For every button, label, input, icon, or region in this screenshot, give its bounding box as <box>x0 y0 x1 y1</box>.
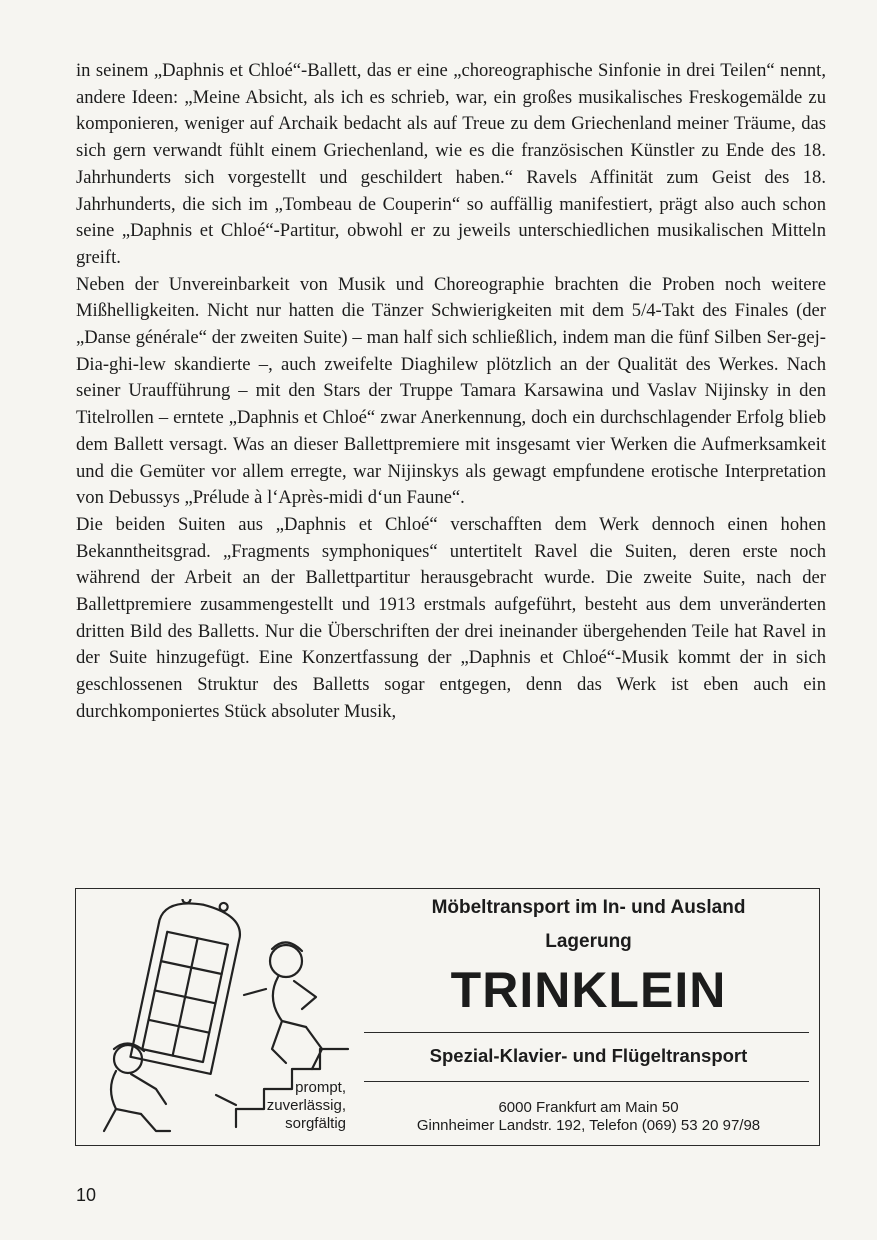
ad-headline: Möbeltransport im In- und Ausland <box>431 897 746 918</box>
ad-slogan <box>226 1079 346 1133</box>
slogan-line: prompt, <box>295 1079 346 1096</box>
paragraph-2: Neben der Unvereinbarkeit von Musik und Choreographie brachten die Proben noch weitere Mißhelligkeiten. Nicht nur hatten die Tänzer Schwierigkeiten mit dem 5/4-Takt des Finales (der „Danse générale“ der zweiten Suite) – man half sich schließlich, indem man die fünf Silben Ser-gej-Dia-ghi-lew skandierte –, auch zweifelte Diaghilew plötzlich an der Qualität des Werkes. Nach seiner Uraufführung – mit den Stars der Truppe Tamara Karsawina und Vaslav Nijinsky in den Titelrollen – erntete „Daphnis et Chloé“ zwar Anerkennung, doch ein durchschlagender Erfolg blieb dem Ballett versagt. Was an dieser Ballettpremiere mit insgesamt vier Werken die Aufmerksamkeit und die Gemüter vor allem erregte, war Nijinskys als gewagt empfundene erotische Interpretation von Debussys „Prélude à l‘Après-midi d‘un Faune“. <box>76 273 826 509</box>
paragraph-1: in seinem „Daphnis et Chloé“-Ballett, das er eine „choreographische Sinfonie in drei Teilen“ nennt, andere Ideen: „Meine Absicht, als ich es schrieb, war, ein großes musikalisches Freskogemälde zu komponieren, weniger auf Archaik bedacht als auf Treue zu dem Griechenland meiner Träume, das sich gern verwandt fühlt einem Griechenland, wie es die französischen Künstler zu Ende des 18. Jahrhunderts sich vorgestellt und geschildert haben.“ Ravels Affinität zum Geist des 18. Jahrhunderts, die sich im „Tombeau de Couperin“ so auffällig manifestiert, prägt also auch schon seine „Daphnis et Chloé“-Partitur, obwohl er zu jeweils unterschiedlichen musikalischen Mitteln greift. <box>76 60 826 268</box>
ad-subheadline: Lagerung <box>545 931 632 952</box>
ad-address-city: 6000 Frankfurt am Main 50 <box>498 1099 679 1116</box>
paragraph-3: Die beiden Suiten aus „Daphnis et Chloé“ verschafften dem Werk dennoch einen hohen Bekanntheitsgrad. „Fragments symphoniques“ untertitelt Ravel die Suiten, deren erste noch während der Arbeit an der Ballettpartitur herausgebracht wurde. Die zweite Suite, nach der Ballettpremiere zusammengestellt und 1913 erstmals aufgeführt, besteht aus dem unveränderten dritten Bild des Balletts. Nur die Überschriften der drei ineinander übergehenden Teile hat Ravel in der Suite hinzugefügt. Eine Konzertfassung der „Daphnis et Chloé“-Musik kommt der in sich geschlossenen Struktur des Balletts sogar entgegen, denn das Werk ist eben auch ein durchkomponiertes Stück absoluter Musik, <box>76 513 826 722</box>
slogan-line: sorgfältig <box>285 1115 346 1132</box>
ad-company-name: TRINKLEIN <box>450 962 727 1018</box>
page-number: 10 <box>76 1185 97 1205</box>
ad-address-street: Ginnheimer Landstr. 192, Telefon (069) 53 20 97/98 <box>416 1117 761 1134</box>
ad-divider <box>364 1081 809 1082</box>
ad-specialty: Spezial-Klavier- und Flügeltransport <box>429 1045 748 1066</box>
advertisement <box>75 888 820 1146</box>
ad-divider <box>364 1032 809 1033</box>
article-body <box>76 58 826 726</box>
slogan-line: zuverlässig, <box>266 1097 346 1114</box>
